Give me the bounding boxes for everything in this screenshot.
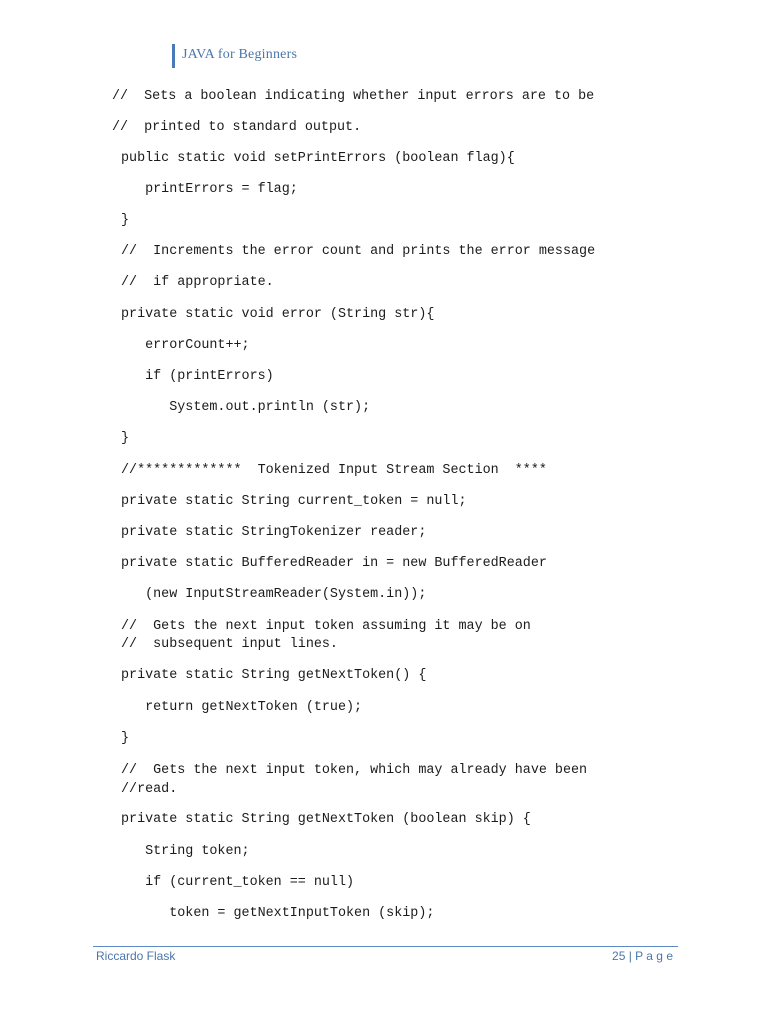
footer-divider <box>93 946 678 947</box>
code-line: private static void error (String str){ <box>121 307 435 322</box>
code-line: String token; <box>121 844 250 859</box>
code-line: // subsequent input lines. <box>121 637 338 652</box>
code-line: if (printErrors) <box>121 369 274 384</box>
code-line: } <box>121 731 130 746</box>
code-line: //************* Tokenized Input Stream Section **** <box>121 463 547 478</box>
code-line: private static String current_token = null; <box>121 494 467 509</box>
code-line: //read. <box>121 782 178 797</box>
code-line: // Increments the error count and prints the error message <box>121 244 596 259</box>
code-line: printErrors = flag; <box>121 182 298 197</box>
code-line: token = getNextInputToken (skip); <box>121 906 435 921</box>
code-line: private static StringTokenizer reader; <box>121 525 427 540</box>
code-line: } <box>121 431 130 446</box>
footer-page-number: 25 | P a g e <box>612 949 673 963</box>
code-line: private static BufferedReader in = new BufferedReader <box>121 556 547 571</box>
code-line: private static String getNextToken() { <box>121 668 427 683</box>
code-line: // Gets the next input token, which may already have been <box>121 763 588 778</box>
code-line: if (current_token == null) <box>121 875 355 890</box>
footer-author: Riccardo Flask <box>96 949 176 963</box>
code-line: public static void setPrintErrors (boolean flag){ <box>121 151 515 166</box>
code-line: (new InputStreamReader(System.in)); <box>121 587 427 602</box>
page-header-title: JAVA for Beginners <box>182 47 298 62</box>
code-line: } <box>121 213 130 228</box>
code-line: // if appropriate. <box>121 275 274 290</box>
header-accent-bar <box>172 44 175 68</box>
code-line: // Gets the next input token assuming it may be on <box>121 619 531 634</box>
code-line: return getNextToken (true); <box>121 700 363 715</box>
code-line: System.out.println (str); <box>121 400 371 415</box>
code-line: // printed to standard output. <box>112 120 362 135</box>
code-line: // Sets a boolean indicating whether input errors are to be <box>112 89 595 104</box>
code-line: private static String getNextToken (boolean skip) { <box>121 812 531 827</box>
code-line: errorCount++; <box>121 338 250 353</box>
